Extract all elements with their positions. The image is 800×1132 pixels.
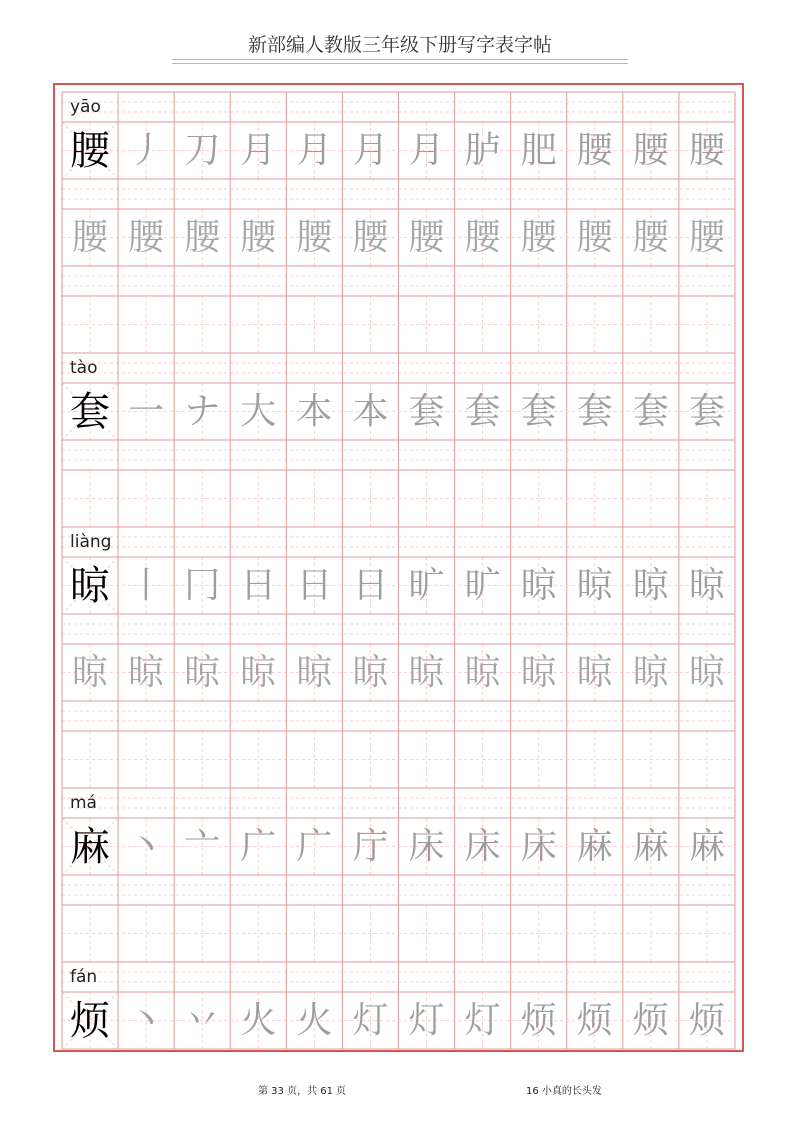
stroke-order-step: 月 bbox=[296, 129, 333, 171]
stroke-order-step: 广 bbox=[296, 825, 333, 867]
pinyin-label: fán bbox=[70, 967, 98, 987]
trace-character: 腰 bbox=[184, 216, 221, 258]
stroke-order-step: 烦 bbox=[520, 999, 557, 1041]
stroke-order-step: 套 bbox=[632, 390, 669, 432]
stroke-order-step: 麻 bbox=[688, 825, 725, 867]
stroke-order-step: 麻 bbox=[632, 825, 669, 867]
model-character: 麻 bbox=[70, 823, 111, 870]
model-character: 烦 bbox=[70, 997, 111, 1044]
stroke-order-step: 火 bbox=[240, 999, 277, 1041]
lesson-source: 16 小真的长头发 bbox=[526, 1086, 602, 1097]
stroke-order-step: 日 bbox=[240, 564, 277, 606]
stroke-order-step: 套 bbox=[576, 390, 613, 432]
stroke-order-step: 烦 bbox=[632, 999, 669, 1041]
trace-character: 腰 bbox=[352, 216, 389, 258]
stroke-order-step: 冂 bbox=[184, 564, 221, 606]
model-character: 套 bbox=[70, 388, 111, 435]
stroke-order-step: 腰 bbox=[632, 129, 669, 171]
pinyin-label: yāo bbox=[70, 97, 101, 117]
stroke-order-step: 旷 bbox=[464, 564, 501, 606]
trace-character: 晾 bbox=[352, 651, 389, 693]
trace-character: 腰 bbox=[520, 216, 557, 258]
trace-character: 腰 bbox=[464, 216, 501, 258]
stroke-order-step: 套 bbox=[520, 390, 557, 432]
stroke-order-step: 丿 bbox=[128, 129, 165, 171]
stroke-order-step: 丨 bbox=[128, 564, 165, 606]
stroke-order-step: 丶 bbox=[128, 825, 165, 867]
stroke-order-step: 广 bbox=[240, 825, 277, 867]
stroke-order-step: 月 bbox=[408, 129, 445, 171]
stroke-order-step: 庁 bbox=[352, 825, 389, 867]
stroke-order-step: 套 bbox=[464, 390, 501, 432]
trace-character: 腰 bbox=[128, 216, 165, 258]
stroke-order-step: 麻 bbox=[576, 825, 613, 867]
stroke-order-step: 烦 bbox=[688, 999, 725, 1041]
page-title: 新部编人教版三年级下册写字表字帖 bbox=[247, 34, 552, 56]
stroke-order-step: 灯 bbox=[408, 999, 445, 1041]
stroke-order-step: 腰 bbox=[576, 129, 613, 171]
stroke-order-step: 大 bbox=[240, 390, 277, 432]
trace-character: 晾 bbox=[576, 651, 613, 693]
stroke-order-step: 床 bbox=[408, 825, 445, 867]
stroke-order-step: 丷 bbox=[184, 999, 221, 1041]
stroke-order-step: 月 bbox=[352, 129, 389, 171]
trace-character: 晾 bbox=[408, 651, 445, 693]
pinyin-label: má bbox=[70, 793, 97, 813]
stroke-order-step: 火 bbox=[296, 999, 333, 1041]
stroke-order-step: 灯 bbox=[464, 999, 501, 1041]
stroke-order-step: 晾 bbox=[632, 564, 669, 606]
trace-character: 晾 bbox=[72, 651, 109, 693]
stroke-order-step: 旷 bbox=[408, 564, 445, 606]
page-number: 第 33 页，共 61 页 bbox=[258, 1086, 347, 1097]
stroke-order-step: 晾 bbox=[688, 564, 725, 606]
pinyin-label: tào bbox=[70, 358, 98, 378]
trace-character: 晾 bbox=[128, 651, 165, 693]
trace-character: 晾 bbox=[464, 651, 501, 693]
trace-character: 腰 bbox=[240, 216, 277, 258]
trace-character: 晾 bbox=[296, 651, 333, 693]
trace-character: 晾 bbox=[520, 651, 557, 693]
stroke-order-step: 套 bbox=[408, 390, 445, 432]
trace-character: 腰 bbox=[408, 216, 445, 258]
sheet-frame bbox=[53, 83, 744, 1052]
stroke-order-step: 肥 bbox=[520, 129, 557, 171]
stroke-order-step: 晾 bbox=[576, 564, 613, 606]
pinyin-label: liàng bbox=[70, 532, 112, 552]
trace-character: 晾 bbox=[240, 651, 277, 693]
stroke-order-step: 床 bbox=[464, 825, 501, 867]
stroke-order-step: 日 bbox=[296, 564, 333, 606]
trace-character: 腰 bbox=[72, 216, 109, 258]
model-character: 晾 bbox=[70, 562, 111, 609]
stroke-order-step: 刀 bbox=[184, 129, 221, 171]
stroke-order-step: 晾 bbox=[520, 564, 557, 606]
stroke-order-step: 亠 bbox=[184, 825, 221, 867]
trace-character: 晾 bbox=[688, 651, 725, 693]
trace-character: 腰 bbox=[632, 216, 669, 258]
trace-character: 腰 bbox=[296, 216, 333, 258]
stroke-order-step: 胪 bbox=[464, 129, 501, 171]
trace-character: 晾 bbox=[632, 651, 669, 693]
stroke-order-step: 套 bbox=[688, 390, 725, 432]
model-character: 腰 bbox=[70, 127, 111, 174]
stroke-order-step: 本 bbox=[296, 390, 333, 432]
stroke-order-step: 日 bbox=[352, 564, 389, 606]
stroke-order-step: 月 bbox=[240, 129, 277, 171]
stroke-order-step: 一 bbox=[128, 390, 165, 432]
stroke-order-step: 灯 bbox=[352, 999, 389, 1041]
stroke-order-step: 床 bbox=[520, 825, 557, 867]
stroke-order-step: 丶 bbox=[128, 999, 165, 1041]
stroke-order-step: ナ bbox=[184, 390, 221, 432]
trace-character: 腰 bbox=[688, 216, 725, 258]
trace-character: 晾 bbox=[184, 651, 221, 693]
trace-character: 腰 bbox=[576, 216, 613, 258]
stroke-order-step: 腰 bbox=[688, 129, 725, 171]
stroke-order-step: 本 bbox=[352, 390, 389, 432]
stroke-order-step: 烦 bbox=[576, 999, 613, 1041]
